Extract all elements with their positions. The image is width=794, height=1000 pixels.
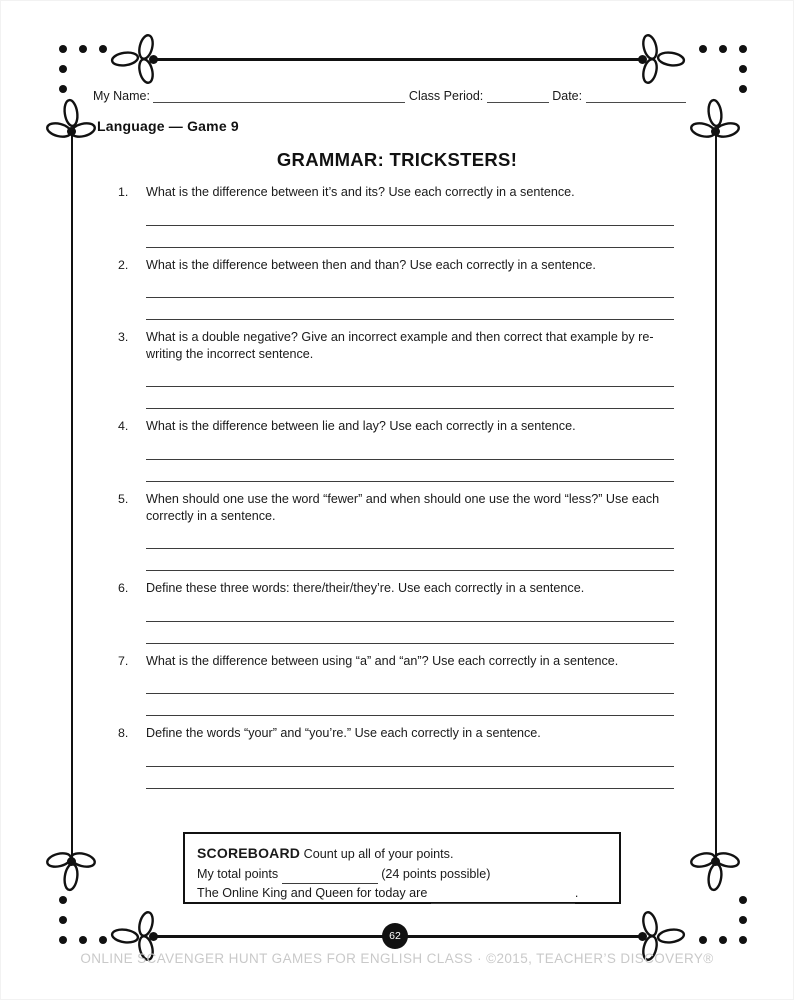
flourish-ornament-left-vertical-bottom xyxy=(45,841,97,893)
question-number: 8. xyxy=(118,726,129,741)
game-subtitle: Language — Game 9 xyxy=(97,118,239,134)
total-points-input-line[interactable] xyxy=(282,871,378,884)
question-item xyxy=(118,184,674,248)
answer-line[interactable] xyxy=(146,387,674,409)
answer-line[interactable] xyxy=(146,694,674,716)
question-text: What is the difference between lie and lay? Use each correctly in a sentence. xyxy=(146,419,576,434)
dot-cluster-bottom-left xyxy=(59,896,119,952)
name-label: My Name: xyxy=(93,89,150,103)
answer-lines xyxy=(146,435,674,482)
student-info-row xyxy=(93,89,685,103)
answer-line[interactable] xyxy=(146,767,674,789)
right-border-rule xyxy=(715,131,717,861)
scoreboard-heading-row xyxy=(197,843,619,865)
question-text: What is the difference between then and than? Use each correctly in a sentence. xyxy=(146,257,596,272)
question-text: What is the difference between it’s and its? Use each correctly in a sentence. xyxy=(146,185,575,199)
answer-line[interactable] xyxy=(146,673,674,694)
question-number: 2. xyxy=(118,257,129,272)
total-points-label: My total points xyxy=(197,866,279,881)
dot-cluster-top-right xyxy=(699,45,759,101)
answer-line[interactable] xyxy=(146,601,674,622)
answer-lines xyxy=(146,669,674,716)
flourish-ornament-left-vertical xyxy=(45,97,97,149)
top-border-rule xyxy=(153,58,641,61)
question-text: Define these three words: there/their/they’re. Use each correctly in a sentence. xyxy=(146,581,585,596)
class-period-input-line[interactable] xyxy=(487,90,549,103)
king-queen-period: . xyxy=(574,886,579,901)
class-period-label: Class Period: xyxy=(408,89,484,103)
question-item xyxy=(118,418,674,482)
answer-line[interactable] xyxy=(146,746,674,767)
answer-lines xyxy=(146,362,674,409)
answer-line[interactable] xyxy=(146,226,674,248)
footer-credit: ONLINE SCAVENGER HUNT GAMES FOR ENGLISH CLASS · ©2015, TEACHER’S DISCOVERY® xyxy=(80,951,714,966)
question-text: What is the difference between using “a” and “an”? Use each correctly in a sentence. xyxy=(146,653,619,668)
answer-line[interactable] xyxy=(146,439,674,460)
answer-line[interactable] xyxy=(146,205,674,226)
left-border-rule xyxy=(71,131,73,861)
question-number: 7. xyxy=(118,653,129,668)
questions-list xyxy=(118,184,674,798)
answer-lines xyxy=(146,597,674,644)
king-queen-input-line[interactable] xyxy=(431,891,575,904)
question-number: 5. xyxy=(118,492,129,507)
question-text: Define the words “your” and “you’re.” Use each correctly in a sentence. xyxy=(146,726,541,741)
flourish-ornament-right-vertical xyxy=(689,97,741,149)
answer-line[interactable] xyxy=(146,298,674,320)
question-item xyxy=(118,329,674,409)
answer-line[interactable] xyxy=(146,460,674,482)
dot-cluster-bottom-right xyxy=(699,896,759,952)
page-number-badge: 62 xyxy=(382,923,408,949)
answer-line[interactable] xyxy=(146,366,674,387)
king-queen-label: The Online King and Queen for today are xyxy=(197,886,428,901)
date-label: Date: xyxy=(552,89,583,103)
answer-lines xyxy=(146,742,674,789)
scoreboard-title: SCOREBOARD xyxy=(197,845,301,861)
date-input-line[interactable] xyxy=(586,90,686,103)
answer-lines xyxy=(146,524,674,571)
name-input-line[interactable] xyxy=(153,90,405,103)
flourish-ornament-right-vertical-bottom xyxy=(689,841,741,893)
question-number: 3. xyxy=(118,330,129,345)
question-item xyxy=(118,580,674,644)
question-number: 1. xyxy=(118,185,129,199)
page-title: GRAMMAR: TRICKSTERS! xyxy=(276,149,518,170)
answer-lines xyxy=(146,201,674,248)
total-points-row xyxy=(197,865,619,885)
question-item xyxy=(118,653,674,717)
question-number: 6. xyxy=(118,581,129,596)
points-possible-note: (24 points possible) xyxy=(381,866,491,881)
scoreboard-subtitle: Count up all of your points. xyxy=(303,847,454,861)
answer-line[interactable] xyxy=(146,528,674,549)
scoreboard-box xyxy=(183,832,621,904)
answer-lines xyxy=(146,273,674,320)
question-item xyxy=(118,725,674,789)
question-number: 4. xyxy=(118,419,129,434)
question-text: What is a double negative? Give an incorrect example and then correct that example by re-writing the incorrect sentence. xyxy=(146,330,654,361)
flourish-ornament-top-right xyxy=(635,33,687,85)
answer-line[interactable] xyxy=(146,277,674,298)
king-queen-row xyxy=(197,884,619,904)
question-text: When should one use the word “fewer” and when should one use the word “less?” Use each correctly in a sentence. xyxy=(146,492,660,523)
answer-line[interactable] xyxy=(146,622,674,644)
question-item xyxy=(118,491,674,571)
question-item xyxy=(118,257,674,321)
answer-line[interactable] xyxy=(146,549,674,571)
